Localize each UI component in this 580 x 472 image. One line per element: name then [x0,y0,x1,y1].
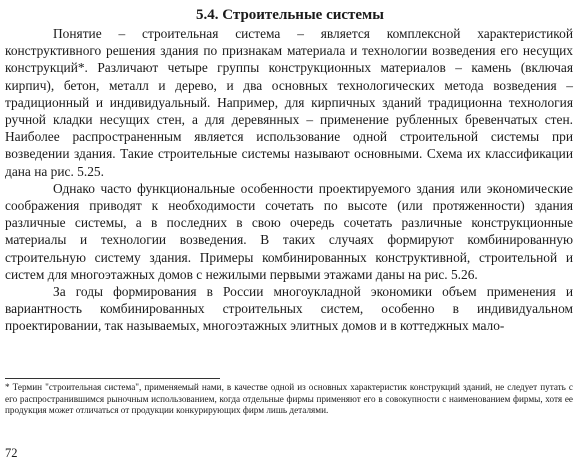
footnote-divider [5,378,220,379]
page-number: 72 [5,446,18,460]
paragraph-2: Однако часто функциональные особенности проектируемого здания или экономические соображения приводят к необходимости сочетать по высоте (или протяженности) здания различные системы, а в последних в свою очередь сочетать различные конструкционные материалы и технологии возведения. В таких случаях формируют комбинированную строительную систему здания. Примеры комбинированных конструктивной, строительной и систем для многоэтажных домов с нежилыми первыми этажами даны на рис. 5.26. [5,180,573,282]
footnote: * Термин "строительная система", применяемый нами, в качестве одной из основных характеристик конструкций зданий, не следует путать с его распространившимся рыночным использованием, когда отдельные фирмы применяют его в совокупности с наименованием фирмы, хотя ее продукция может отличаться от продукции конкурирующих фирм лишь деталями. [5,382,573,416]
section-heading: 5.4. Строительные системы [196,7,384,23]
paragraph-1: Понятие – строительная система – является комплексной характеристикой конструктивного решения здания по признакам материала и технологии возведения его несущих конструкций*. Различают четыре группы конструкционных материалов – камень (включая кирпич), бетон, металл и дерево, и два основных технологических метода возведения – традиционный и индивидуальный. Например, для кирпичных зданий традиционна технология ручной кладки несущих стен, а для деревянных – применение рубленных бревенчатых стен. Наиболее распространенным является использование одной строительной системы при возведении здания. Такие строительные системы называют основными. Схема их классификации дана на рис. 5.25. [5,26,573,179]
body-text [5,25,573,335]
paragraph-3: За годы формирования в России многоукладной экономики объем применения и вариантность комбинированных строительных систем, особенно в индивидуальном проектировании, так называемых, многоэтажных элитных домов и в коттеджных мало- [5,284,573,334]
